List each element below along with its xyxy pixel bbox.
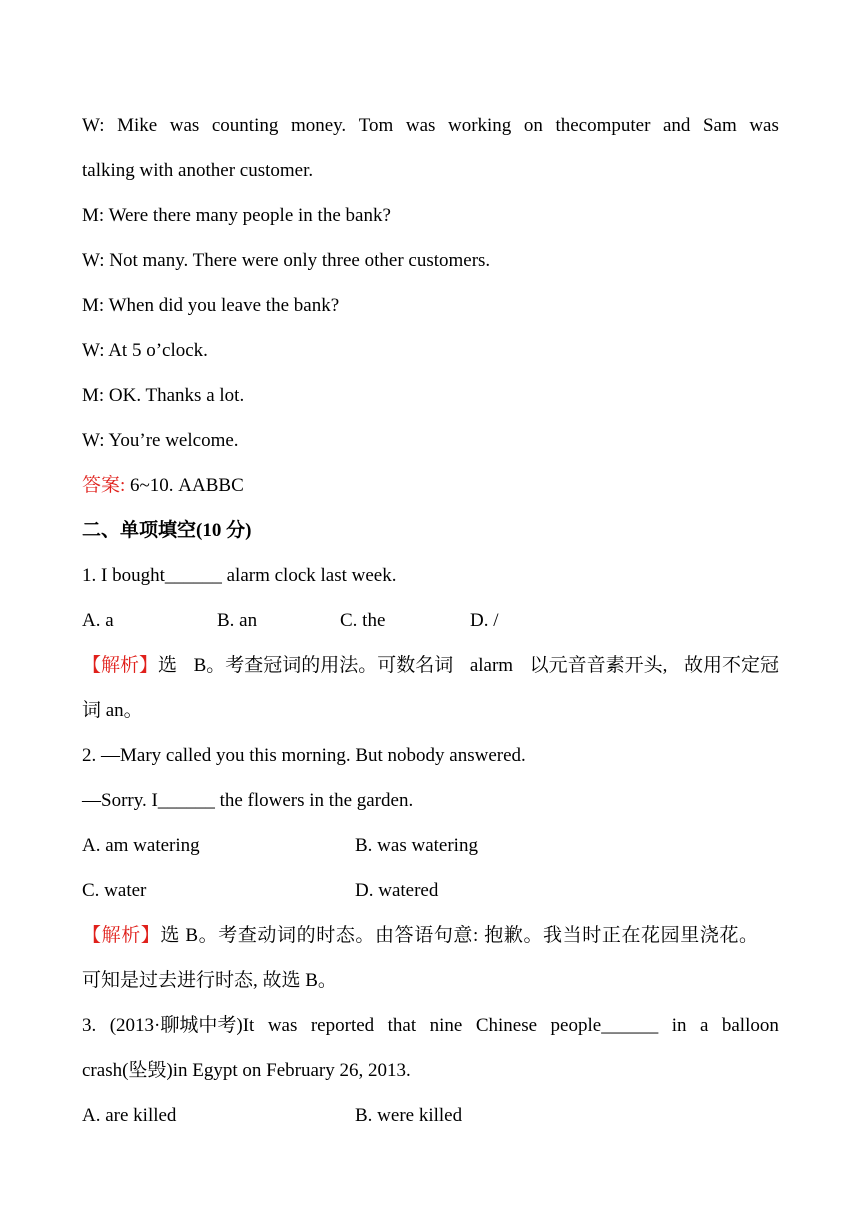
word: and <box>662 115 691 136</box>
word: that <box>387 1015 417 1036</box>
q1-analysis-word: 选 <box>158 655 178 676</box>
word: balloon <box>721 1015 779 1036</box>
q2-analysis-label: 【解析】 <box>82 925 161 946</box>
word: Tom <box>358 115 394 136</box>
q2-analysis <box>82 924 779 948</box>
word: (2013·聊城中考)It <box>109 1015 255 1036</box>
word: was <box>405 115 436 136</box>
q1-analysis-word: alarm <box>469 655 514 676</box>
word: 3. <box>82 1015 97 1036</box>
word: on <box>523 115 543 136</box>
dialogue-line-4: M: When did you leave the bank? <box>82 295 340 316</box>
q1-option-d: D. / <box>470 610 499 631</box>
word: Mike <box>117 115 158 136</box>
word: in <box>671 1015 687 1036</box>
q1-option-b: B. an <box>217 610 258 631</box>
q1-option-a: A. a <box>82 610 114 631</box>
answer-text: 6~10. AABBC <box>125 475 244 496</box>
answer-label: 答案: <box>82 475 126 496</box>
q2-option-c: C. water <box>82 880 147 901</box>
word: working <box>447 115 512 136</box>
q1-analysis-word: B。考查冠词的用法。可数名词 <box>193 655 454 676</box>
q1-option-c: C. the <box>340 610 386 631</box>
q1-stem: 1. I bought______ alarm clock last week. <box>82 565 397 586</box>
q2-analysis-continued: 可知是过去进行时态, 故选 B。 <box>82 970 337 991</box>
q3-option-b: B. were killed <box>355 1105 463 1126</box>
q3-stem-continued: crash(坠毁)in Egypt on February 26, 2013. <box>82 1060 411 1081</box>
q2-option-b: B. was watering <box>355 835 478 856</box>
q1-analysis <box>82 654 779 678</box>
word: reported <box>310 1015 375 1036</box>
q2-option-a: A. am watering <box>82 835 200 856</box>
word: counting <box>211 115 279 136</box>
answer-line <box>82 474 779 498</box>
dialogue-line-6: M: OK. Thanks a lot. <box>82 385 245 406</box>
q3-option-a: A. are killed <box>82 1105 177 1126</box>
word: Sam <box>702 115 737 136</box>
word: a <box>699 1015 709 1036</box>
dialogue-line-1-continued: talking with another customer. <box>82 160 314 181</box>
section-title: 二、单项填空(10 分) <box>82 520 252 541</box>
word: was <box>169 115 200 136</box>
dialogue-line-7: W: You’re welcome. <box>82 430 239 451</box>
q3-stem <box>82 1014 779 1038</box>
dialogue-line-1 <box>82 114 779 138</box>
q2-stem-line-2: —Sorry. I______ the flowers in the garden. <box>82 790 414 811</box>
word: money. <box>290 115 347 136</box>
q2-analysis-text: 选 B。考查动词的时态。由答语句意: 抱歉。我当时正在花园里浇花。 <box>160 925 759 946</box>
q1-analysis-word: 故用不定冠 <box>683 655 779 676</box>
q1-analysis-word: 以元音音素开头, <box>529 655 668 676</box>
q1-analysis-label: 【解析】 <box>82 655 159 676</box>
word: people______ <box>550 1015 659 1036</box>
word: was <box>749 115 779 136</box>
word: thecomputer <box>555 115 651 136</box>
dialogue-line-5: W: At 5 o’clock. <box>82 340 208 361</box>
q1-analysis-continued: 词 an。 <box>82 700 143 721</box>
q2-option-d: D. watered <box>355 880 439 901</box>
word: nine <box>429 1015 463 1036</box>
q2-stem-line-1: 2. —Mary called you this morning. But nobody answered. <box>82 745 526 766</box>
word: W: <box>82 115 105 136</box>
dialogue-line-2: M: Were there many people in the bank? <box>82 205 391 226</box>
word: was <box>267 1015 298 1036</box>
word: Chinese <box>475 1015 538 1036</box>
dialogue-line-3: W: Not many. There were only three other customers. <box>82 250 491 271</box>
